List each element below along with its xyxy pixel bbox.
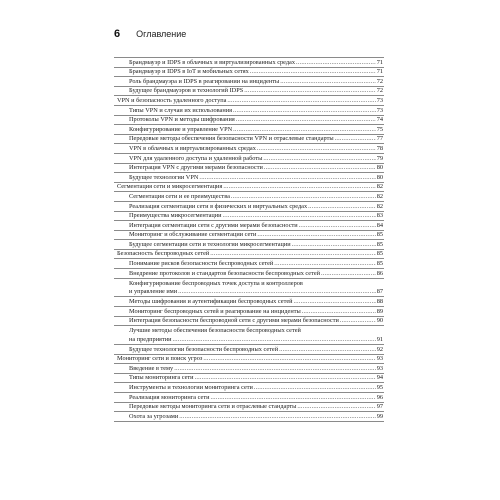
toc-entry <box>114 221 384 231</box>
toc-entry-title: Типы VPN и случаи их использования <box>129 106 232 114</box>
toc-entry-title: Передовые методы обеспечения безопасности VPN и отраслевые стандарты <box>129 135 334 143</box>
toc-entry <box>114 240 384 250</box>
toc-entry <box>114 326 384 345</box>
dot-leader <box>280 77 375 86</box>
toc-entry-title: Интеграция безопасности беспроводной сети с другими мерами безопасности <box>129 317 339 325</box>
toc-page-number: 82 <box>376 202 383 210</box>
toc-entry-title: Введение в тему <box>129 364 174 372</box>
dot-leader <box>308 202 376 211</box>
dot-leader <box>279 345 376 354</box>
toc-entry-title-continued: и управление ими <box>129 288 178 296</box>
toc-entry <box>114 383 384 393</box>
dot-leader <box>321 269 376 278</box>
toc-page-number: 77 <box>376 135 383 143</box>
toc-entry-title: Сегментация сети и микросегментация <box>117 183 223 191</box>
toc-entry-title: Типы мониторинга сети <box>129 374 194 382</box>
toc-entry-title: Протоколы VPN и методы шифрования <box>129 116 235 124</box>
toc-entry-title: Реализация сегментации сети в физических и виртуальных средах <box>129 202 308 210</box>
toc-page-number: 96 <box>376 393 383 401</box>
toc-entry <box>114 403 384 413</box>
toc-entry <box>114 58 384 68</box>
toc-entry-title: Брандмауэр и IDPS в облачных и виртуализированных средах <box>129 58 295 66</box>
toc-page-number: 78 <box>376 144 383 152</box>
toc-page-number: 84 <box>376 221 383 229</box>
dot-leader <box>195 374 376 383</box>
toc-entry-title: Инструменты и технологии мониторинга сети <box>129 384 253 391</box>
toc-entry <box>114 345 384 355</box>
toc-entry-title: Понимание рисков безопасности беспроводных сетей <box>129 260 274 268</box>
toc-entry-title: Мониторинг сети и поиск угроз <box>117 355 203 363</box>
dot-leader <box>233 125 376 134</box>
dot-leader <box>172 335 375 344</box>
toc-entry-title: Лучшие методы обеспечения безопасности беспроводных сетей <box>129 327 301 335</box>
dot-leader <box>299 221 376 230</box>
toc-section-entry <box>114 96 384 106</box>
dot-leader <box>179 412 375 421</box>
dot-leader <box>210 393 375 402</box>
dot-leader <box>210 250 375 259</box>
dot-leader <box>340 317 376 326</box>
toc-entry-title: Внедрение протоколов и стандартов безопасности беспроводных сетей <box>129 269 320 277</box>
toc-entry <box>114 77 384 87</box>
toc-entry <box>114 164 384 174</box>
dot-leader <box>227 96 375 105</box>
toc-entry <box>114 364 384 374</box>
toc-entry <box>114 144 384 154</box>
toc-page-number: 94 <box>376 374 383 382</box>
toc-entry <box>114 116 384 126</box>
dot-leader <box>250 68 376 77</box>
toc-entry-title: Интеграция VPN с другими мерами безопасности <box>129 164 263 172</box>
toc-entry-title: VPN в облачных и виртуализированных средах <box>129 144 256 152</box>
toc-page-number: 85 <box>376 260 383 268</box>
dot-leader <box>264 164 376 173</box>
toc-entry-title: Мониторинг беспроводных сетей и реагирование на инциденты <box>129 307 301 315</box>
toc-entry <box>114 68 384 78</box>
toc-entry-title: VPN и безопасность удаленного доступа <box>117 96 227 104</box>
toc-entry <box>114 259 384 269</box>
toc-entry <box>114 297 384 307</box>
toc-entry <box>114 307 384 317</box>
toc-entry-title-continued: на предприятии <box>129 336 172 344</box>
toc-page-number: 82 <box>376 183 383 191</box>
toc-entry <box>114 412 384 422</box>
toc-page-number: 97 <box>376 403 383 411</box>
toc-entry <box>114 202 384 212</box>
running-header <box>114 28 186 42</box>
toc-page-number: 71 <box>376 58 383 66</box>
dot-leader <box>223 212 376 221</box>
dot-leader <box>231 192 376 201</box>
toc-entry <box>114 393 384 403</box>
toc-page-number: 82 <box>376 192 383 200</box>
toc-page-number: 99 <box>376 412 383 420</box>
toc-page-number: 95 <box>376 384 383 391</box>
dot-leader <box>223 183 375 192</box>
toc-entry-title: Конфигурирование беспроводных точек доступа и контроллеров <box>129 279 303 287</box>
toc-entry-title: Будущее технологии VPN <box>129 173 199 181</box>
toc-entry-title: Будущее брандмауэров и технологий IDPS <box>129 87 244 95</box>
dot-leader <box>296 58 376 67</box>
toc-page-number: 72 <box>376 87 383 95</box>
toc-page-number: 83 <box>376 212 383 220</box>
toc-section-entry <box>114 250 384 260</box>
toc-page-number: 87 <box>376 288 383 296</box>
toc-entry-title: Сегментация сети и ее преимущества <box>129 192 230 200</box>
dot-leader <box>297 403 375 412</box>
dot-leader <box>174 364 376 373</box>
toc-entry-title: Преимущества микросегментации <box>129 212 222 220</box>
toc-entry-title: Конфигурирование и управление VPN <box>129 125 233 133</box>
toc-section-entry <box>114 183 384 193</box>
dot-leader <box>233 106 376 115</box>
toc-entry-title: Безопасность беспроводных сетей <box>117 250 210 258</box>
toc-page-number: 93 <box>376 355 383 363</box>
toc-page-number: 80 <box>376 164 383 172</box>
toc-page-number: 73 <box>376 96 383 104</box>
toc-page-number: 75 <box>376 125 383 133</box>
toc-section-entry <box>114 355 384 365</box>
toc-entry <box>114 192 384 202</box>
page-number: 6 <box>114 28 121 40</box>
toc-page-number: 79 <box>376 154 383 162</box>
toc-entry-title: Брандмауэр и IDPS в IoT и мобильных сетях <box>129 68 249 76</box>
toc-entry-title: Будущее технологии безопасности беспроводных сетей <box>129 345 279 353</box>
table-of-contents <box>114 57 384 422</box>
dot-leader <box>292 240 376 249</box>
toc-entry <box>114 173 384 183</box>
toc-entry-title: Охота за угрозами <box>129 412 179 420</box>
toc-entry-title: VPN для удаленного доступа и удаленной работы <box>129 154 263 162</box>
toc-entry-title: Реализация мониторинга сети <box>129 393 210 401</box>
toc-entry-title: Мониторинг и обслуживание сегментации сети <box>129 231 257 239</box>
toc-page-number: 89 <box>376 307 383 315</box>
dot-leader <box>236 116 376 125</box>
toc-entry <box>114 125 384 135</box>
toc-page-number: 85 <box>376 240 383 248</box>
dot-leader <box>178 287 376 296</box>
toc-entry-title: Методы шифрования и аутентификации беспроводных сетей <box>129 298 293 306</box>
toc-entry-title: Будущее сегментации сети и технологии микросегментации <box>129 240 291 248</box>
toc-entry <box>114 212 384 222</box>
dot-leader <box>294 297 376 306</box>
dot-leader <box>257 231 375 240</box>
toc-entry-title: Роль брандмауэра и IDPS в реагировании на инциденты <box>129 77 280 85</box>
toc-page-number: 85 <box>376 250 383 258</box>
toc-page-number: 74 <box>376 116 383 124</box>
dot-leader <box>263 154 375 163</box>
dot-leader <box>335 135 376 144</box>
dot-leader <box>203 355 375 364</box>
toc-entry <box>114 279 384 298</box>
toc-entry-title: Передовые методы мониторинга сети и отраслевые стандарты <box>129 403 297 411</box>
dot-leader <box>274 259 375 268</box>
toc-entry <box>114 374 384 384</box>
toc-entry-title: Интеграция сегментации сети с другими мерами безопасности <box>129 221 298 229</box>
dot-leader <box>244 87 375 96</box>
dot-leader <box>254 383 376 392</box>
toc-page-number: 93 <box>376 364 383 372</box>
toc-page-number: 91 <box>376 336 383 344</box>
header-title: Оглавление <box>136 29 187 39</box>
toc-entry <box>114 106 384 116</box>
toc-entry <box>114 135 384 145</box>
toc-page-number: 80 <box>376 173 383 181</box>
dot-leader <box>199 173 375 182</box>
toc-page-number: 71 <box>376 68 383 76</box>
toc-page-number: 90 <box>376 317 383 325</box>
toc-entry <box>114 154 384 164</box>
toc-entry <box>114 231 384 241</box>
toc-page-number: 92 <box>376 345 383 353</box>
toc-entry <box>114 87 384 97</box>
toc-entry <box>114 317 384 327</box>
toc-entry <box>114 269 384 279</box>
dot-leader <box>302 307 376 316</box>
dot-leader <box>257 144 376 153</box>
toc-page-number: 72 <box>376 77 383 85</box>
toc-page-number: 86 <box>376 269 383 277</box>
toc-page-number: 88 <box>376 298 383 306</box>
toc-page-number: 85 <box>376 231 383 239</box>
toc-page-number: 73 <box>376 106 383 114</box>
